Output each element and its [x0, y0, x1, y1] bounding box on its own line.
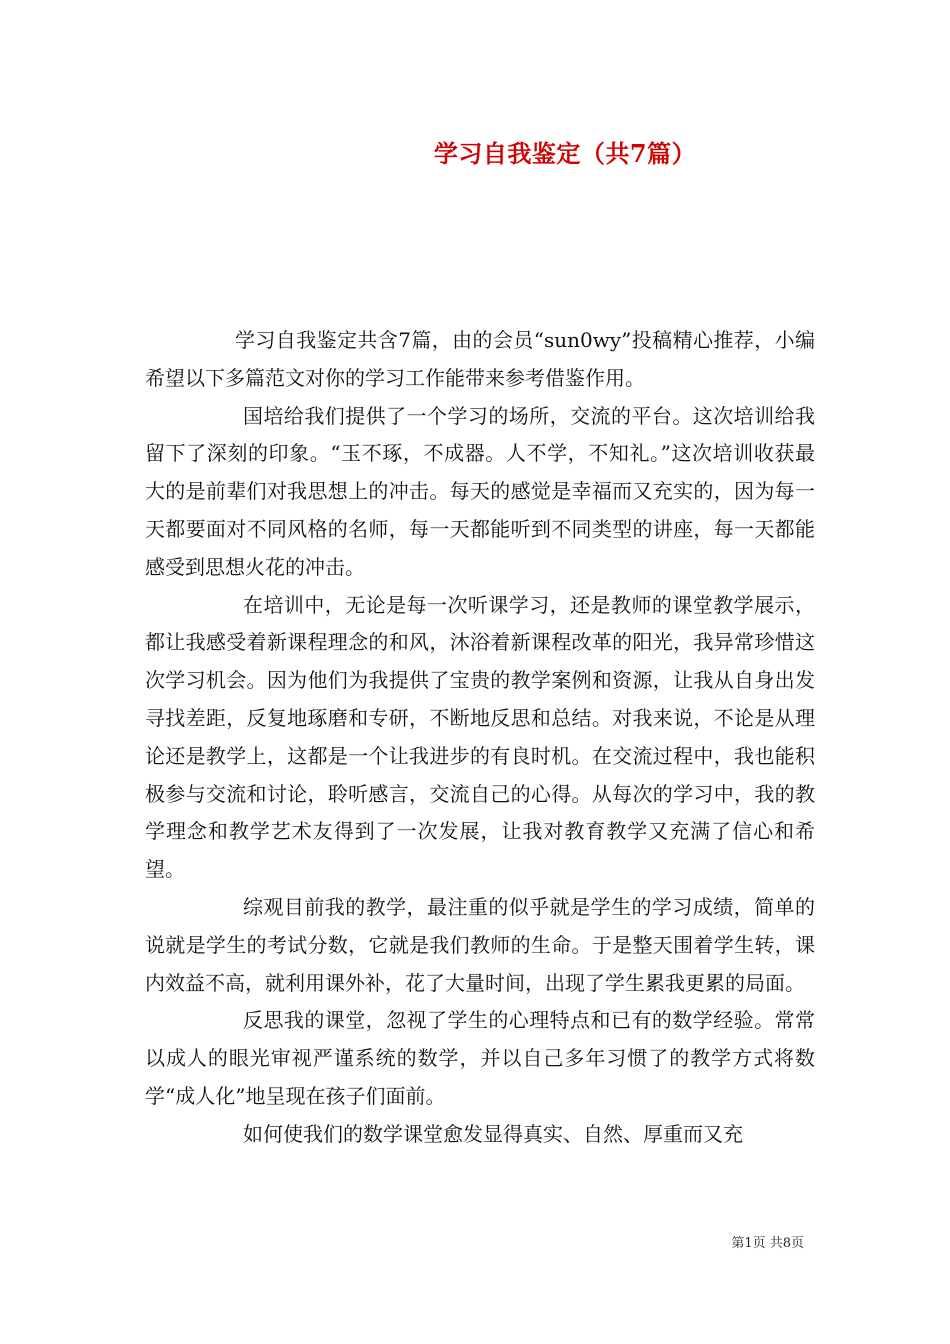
document-body	[145, 322, 815, 1154]
paragraph: 反思我的课堂，忽视了学生的心理特点和已有的数学经验。常常以成人的眼光审视严谨系统的数学，并以自己多年习惯了的教学方式将数学“成人化”地呈现在孩子们面前。	[145, 1008, 815, 1108]
paragraph: 如何使我们的数学课堂愈发显得真实、自然、厚重而又充	[243, 1121, 743, 1146]
paragraph: 在培训中，无论是每一次听课学习，还是教师的课堂教学展示，都让我感受着新课程理念的和风，沐浴着新课程改革的阳光，我异常珍惜这次学习机会。因为他们为我提供了宝贵的教学案例和资源，让我从自身出发寻找差距，反复地琢磨和专研，不断地反思和总结。对我来说，不论是从理论还是教学上，这都是一个让我进步的有良时机。在交流过程中，我也能积极参与交流和讨论，聆听感言，交流自己的心得。从每次的学习中，我的教学理念和教学艺术友得到了一次发展，让我对教育教学又充满了信心和希望。	[145, 592, 815, 882]
paragraph: 综观目前我的教学，最注重的似乎就是学生的学习成绩，简单的说就是学生的考试分数，它就是我们教师的生命。于是整天围着学生转，课内效益不高，就利用课外补，花了大量时间，出现了学生累我更累的局面。	[145, 894, 815, 995]
page-number: 第1页 共8页	[731, 1236, 804, 1251]
paragraph: 国培给我们提供了一个学习的场所，交流的平台。这次培训给我留下了深刻的印象。“玉不琢，不成器。人不学，不知礼。”这次培训收获最大的是前辈们对我思想上的冲击。每天的感觉是幸福而又充实的，因为每一天都要面对不同风格的名师，每一天都能听到不同类型的讲座，每一天都能感受到思想火花的冲击。	[145, 403, 815, 579]
page-title: 学习自我鉴定（共7篇）	[433, 139, 697, 168]
paragraph-intro: 学习自我鉴定共含7篇，由的会员“sun0wy”投稿精心推荐，小编希望以下多篇范文对你的学习工作能带来参考借鉴作用。	[145, 328, 815, 390]
